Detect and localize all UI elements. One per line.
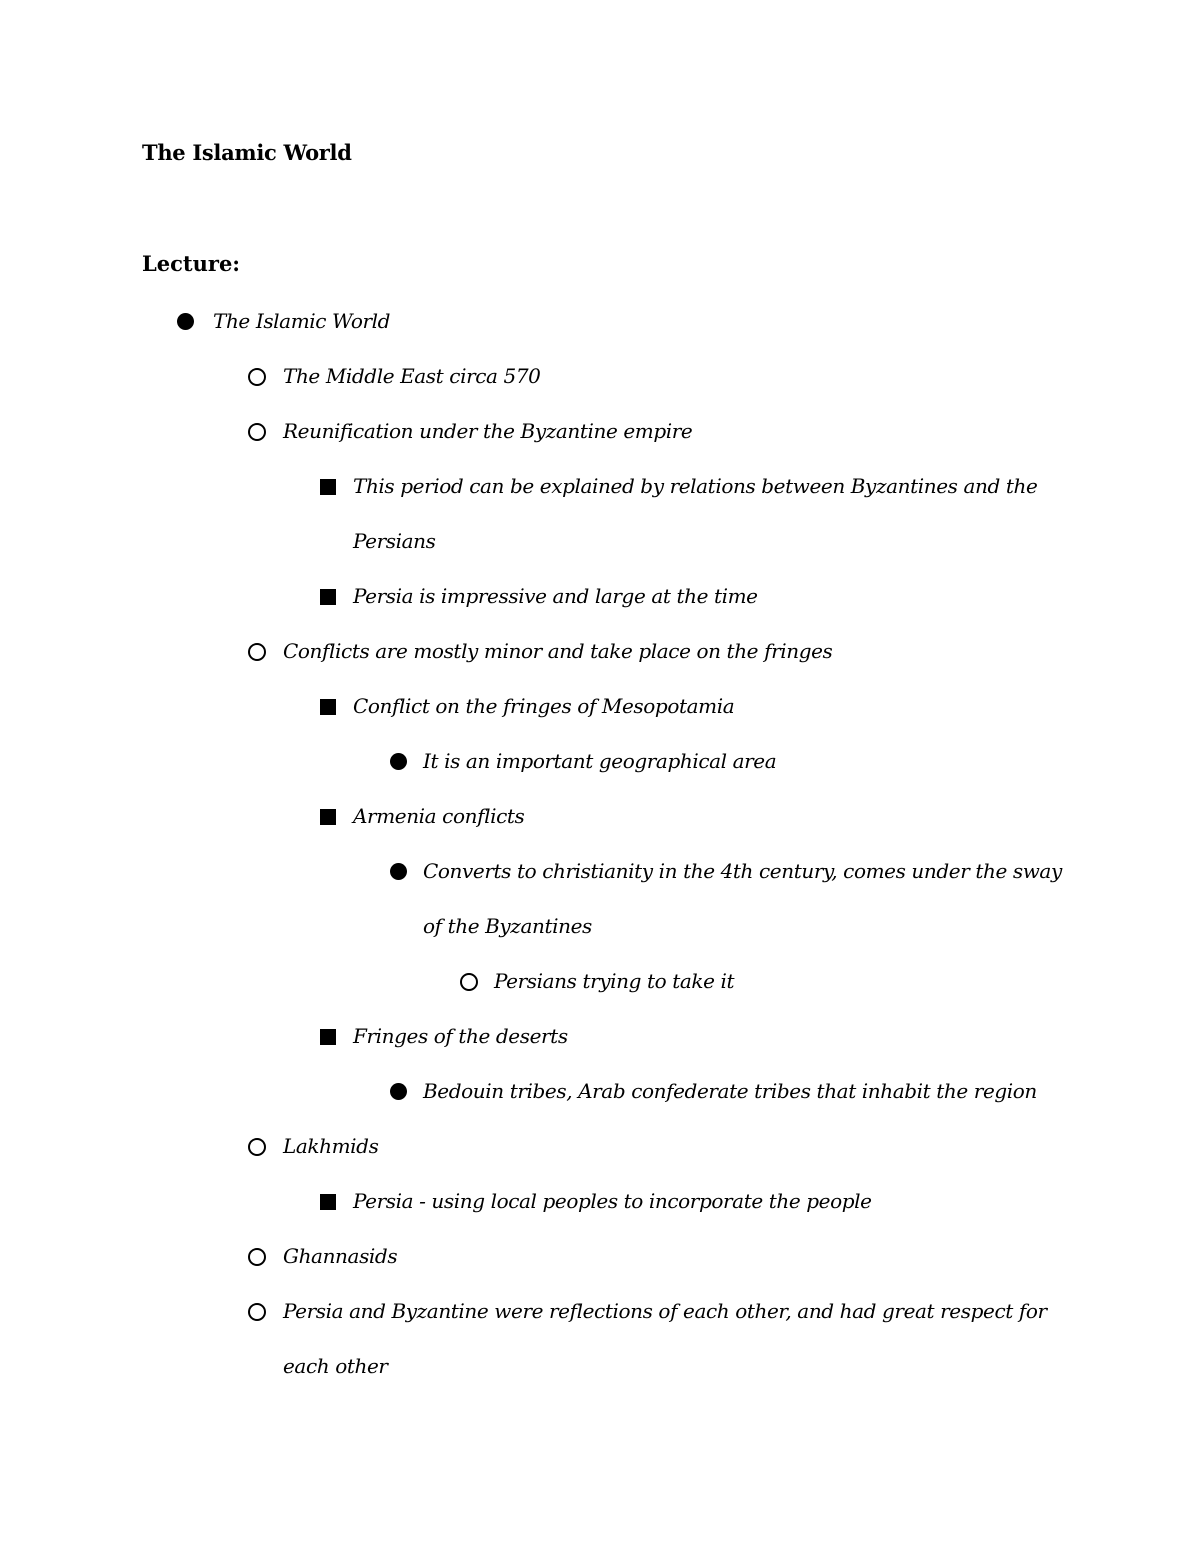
outline-item-text: each other (283, 1354, 388, 1378)
outline-item-text: The Islamic World (213, 309, 391, 333)
outline-item-level-2 (0, 1119, 1200, 1174)
circle-bullet-icon (248, 643, 266, 661)
outline-item-level-2 (0, 1284, 1200, 1339)
outline-item-text: Persia is impressive and large at the time (353, 584, 758, 608)
outline-item-text: Fringes of the deserts (353, 1024, 568, 1048)
disc-bullet-icon (390, 863, 407, 880)
outline-item-level-3 (0, 459, 1200, 514)
circle-bullet-icon (248, 1303, 266, 1321)
outline-item-level-2 (0, 624, 1200, 679)
outline-item-level-3 (0, 514, 1200, 569)
outline-item-level-2 (0, 1339, 1200, 1394)
circle-bullet-icon (248, 423, 266, 441)
outline-item-text: Persia and Byzantine were reflections of each other, and had great respect for (283, 1299, 1047, 1323)
outline-item-level-4 (0, 1064, 1200, 1119)
outline-item-level-2 (0, 1229, 1200, 1284)
outline-item-text: of the Byzantines (423, 914, 592, 938)
outline-item-text: Bedouin tribes, Arab confederate tribes that inhabit the region (423, 1079, 1037, 1103)
outline-item-level-2 (0, 404, 1200, 459)
square-bullet-icon (320, 809, 336, 825)
outline-item-text: Converts to christianity in the 4th century, comes under the sway (423, 859, 1062, 883)
outline-item-level-3 (0, 679, 1200, 734)
outline-item-text: Persians (353, 529, 436, 553)
outline-item-text: Conflicts are mostly minor and take place on the fringes (283, 639, 833, 663)
outline-item-level-3 (0, 569, 1200, 624)
document-title: The Islamic World (142, 140, 352, 165)
disc-bullet-icon (390, 1083, 407, 1100)
outline-item-text: This period can be explained by relations between Byzantines and the (353, 474, 1038, 498)
circle-bullet-icon (248, 1138, 266, 1156)
circle-bullet-icon (248, 368, 266, 386)
outline-item-level-4 (0, 734, 1200, 789)
square-bullet-icon (320, 699, 336, 715)
disc-bullet-icon (390, 753, 407, 770)
outline-item-level-5 (0, 954, 1200, 1009)
square-bullet-icon (320, 589, 336, 605)
outline-item-level-4 (0, 899, 1200, 954)
outline-item-text: Persia - using local peoples to incorporate the people (353, 1189, 872, 1213)
circle-bullet-icon (248, 1248, 266, 1266)
outline-item-text: Lakhmids (283, 1134, 379, 1158)
section-heading-lecture: Lecture: (142, 251, 241, 276)
outline-item-level-4 (0, 844, 1200, 899)
outline-item-level-2 (0, 349, 1200, 404)
square-bullet-icon (320, 479, 336, 495)
outline-item-text: Reunification under the Byzantine empire (283, 419, 693, 443)
square-bullet-icon (320, 1029, 336, 1045)
outline-item-text: Persians trying to take it (494, 969, 735, 993)
outline-item-level-3 (0, 1009, 1200, 1064)
outline-item-level-1 (0, 294, 1200, 349)
outline-item-text: The Middle East circa 570 (283, 364, 541, 388)
outline-item-text: Ghannasids (283, 1244, 398, 1268)
square-bullet-icon (320, 1194, 336, 1210)
outline-item-text: Conflict on the fringes of Mesopotamia (353, 694, 735, 718)
outline-item-text: Armenia conflicts (353, 804, 525, 828)
circle-bullet-icon (460, 973, 478, 991)
outline-item-level-3 (0, 789, 1200, 844)
outline-item-level-3 (0, 1174, 1200, 1229)
disc-bullet-icon (177, 313, 194, 330)
outline-item-text: It is an important geographical area (423, 749, 777, 773)
